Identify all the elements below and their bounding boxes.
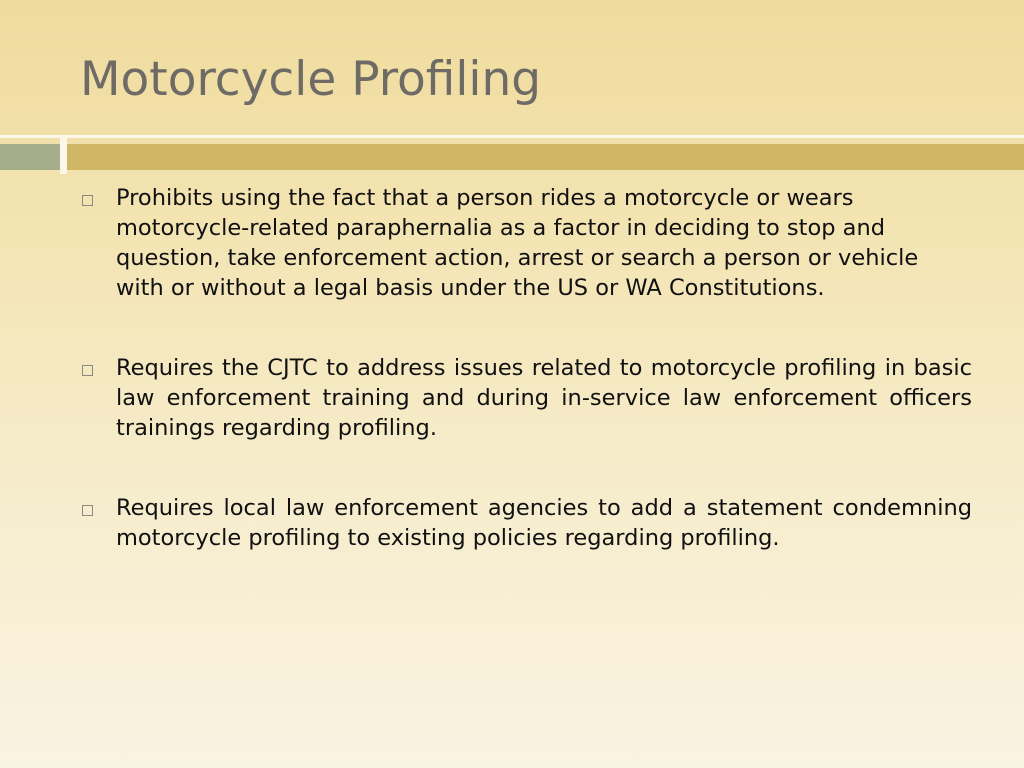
square-bullet-icon [82, 195, 93, 206]
bullet-item [80, 183, 972, 303]
bullet-text: Prohibits using the fact that a person rides a motorcycle or wears motorcycle-related paraphernalia as a factor in deciding to stop and question, take enforcement action, arrest or search a person or vehicle with or without a legal basis under the US or WA Constitutions. [116, 185, 919, 301]
bullet-text: Requires the CJTC to address issues related to motorcycle profiling in basic law enforcement training and during in-service law enforcement officers trainings regarding profiling. [116, 355, 972, 441]
square-bullet-icon [82, 505, 93, 516]
accent-bar-left [0, 144, 60, 170]
header-divider-line [0, 135, 1024, 138]
bullet-item [80, 353, 972, 443]
accent-bar-right [67, 144, 1024, 170]
slide-title: Motorcycle Profiling [80, 52, 542, 107]
bullet-item [80, 493, 972, 553]
square-bullet-icon [82, 365, 93, 376]
bullet-text: Requires local law enforcement agencies to add a statement condemning motorcycle profiling to existing policies regarding profiling. [116, 495, 972, 551]
bullet-list [80, 183, 972, 603]
accent-bar-gap [60, 138, 67, 174]
